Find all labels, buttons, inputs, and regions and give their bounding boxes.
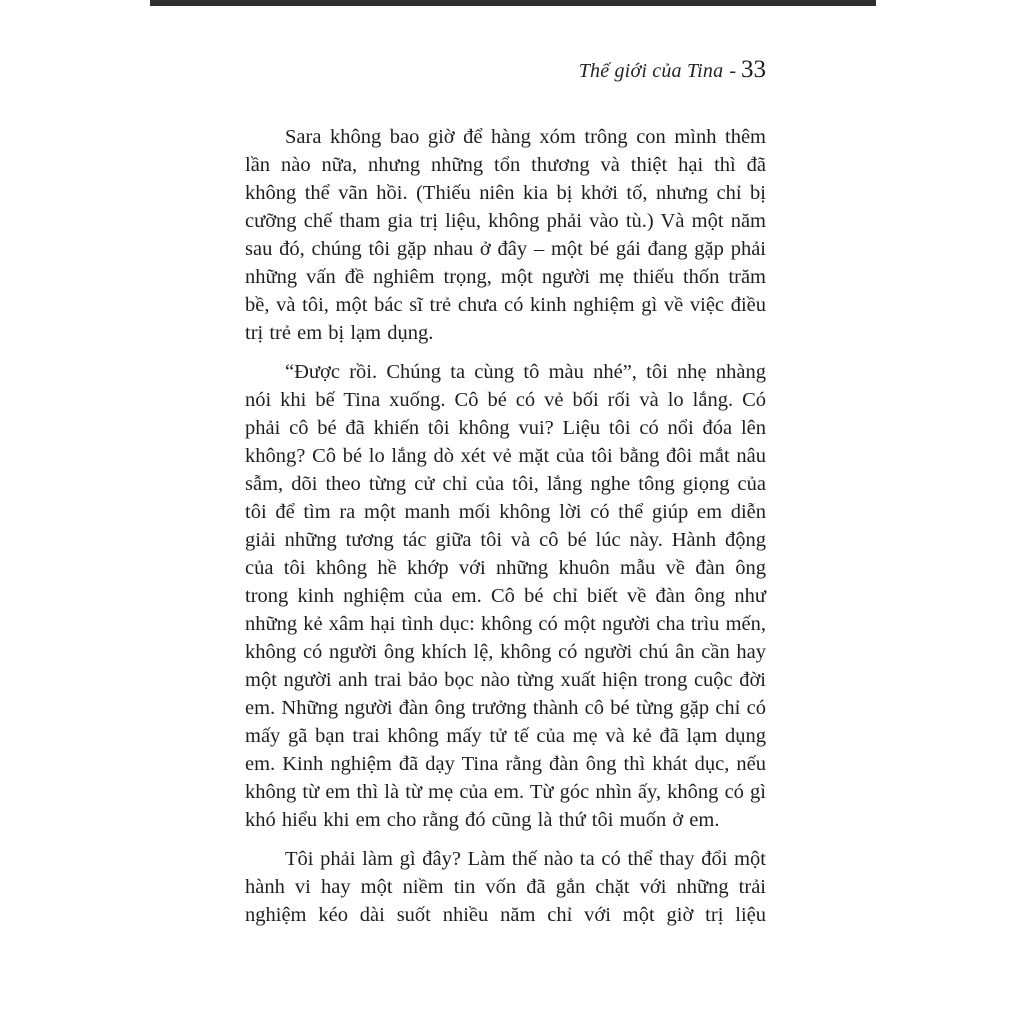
page-number: 33	[741, 56, 766, 83]
page-header	[245, 56, 766, 84]
paragraph-2: “Được rồi. Chúng ta cùng tô màu nhé”, tôi nhẹ nhàng nói khi bế Tina xuống. Cô bé có vẻ bối rối và lo lắng. Có phải cô bé đã khiến tôi không vui? Liệu tôi có nổi đóa lên không? Cô bé lo lắng dò xét vẻ mặt của tôi bằng đôi mắt nâu sẫm, dõi theo từng cử chỉ của tôi, lắng nghe tông giọng của tôi để tìm ra một manh mối không lời có thể giúp em diễn giải những tương tác giữa tôi và cô bé lúc này. Hành động của tôi không hề khớp với những khuôn mẫu về đàn ông trong kinh nghiệm của em. Cô bé chỉ biết về đàn ông như những kẻ xâm hại tình dục: không có một người cha trìu mến, không có người ông khích lệ, không có người chú ân cần hay một người anh trai bảo bọc nào từng xuất hiện trong cuộc đời em. Những người đàn ông trưởng thành cô bé từng gặp chỉ có mấy gã bạn trai không mấy tử tế của mẹ và kẻ đã lạm dụng em. Kinh nghiệm đã dạy Tina rằng đàn ông thì khát dục, nếu không từ em thì là từ mẹ của em. Từ góc nhìn ấy, không có gì khó hiểu khi em cho rằng đó cũng là thứ tôi muốn ở em.	[245, 361, 766, 831]
running-title: Thế giới của Tina	[578, 60, 724, 82]
header-separator: -	[729, 60, 736, 82]
paragraph-3: Tôi phải làm gì đây? Làm thế nào ta có thể thay đổi một hành vi hay một niềm tin vốn đã gắn chặt với những trải nghiệm kéo dài suốt nhiều năm chỉ với một giờ trị liệu	[245, 848, 766, 926]
scan-edge-bar	[150, 0, 876, 6]
paragraph-1: Sara không bao giờ để hàng xóm trông con mình thêm lần nào nữa, nhưng những tổn thương và thiệt hại thì đã không thể vãn hồi. (Thiếu niên kia bị khởi tố, nhưng chỉ bị cưỡng chế tham gia trị liệu, không phải vào tù.) Và một năm sau đó, chúng tôi gặp nhau ở đây – một bé gái đang gặp phải những vấn đề nghiêm trọng, một người mẹ thiếu thốn trăm bề, và tôi, một bác sĩ trẻ chưa có kinh nghiệm gì về việc điều trị trẻ em bị lạm dụng.	[245, 126, 766, 344]
body-text	[245, 123, 766, 929]
